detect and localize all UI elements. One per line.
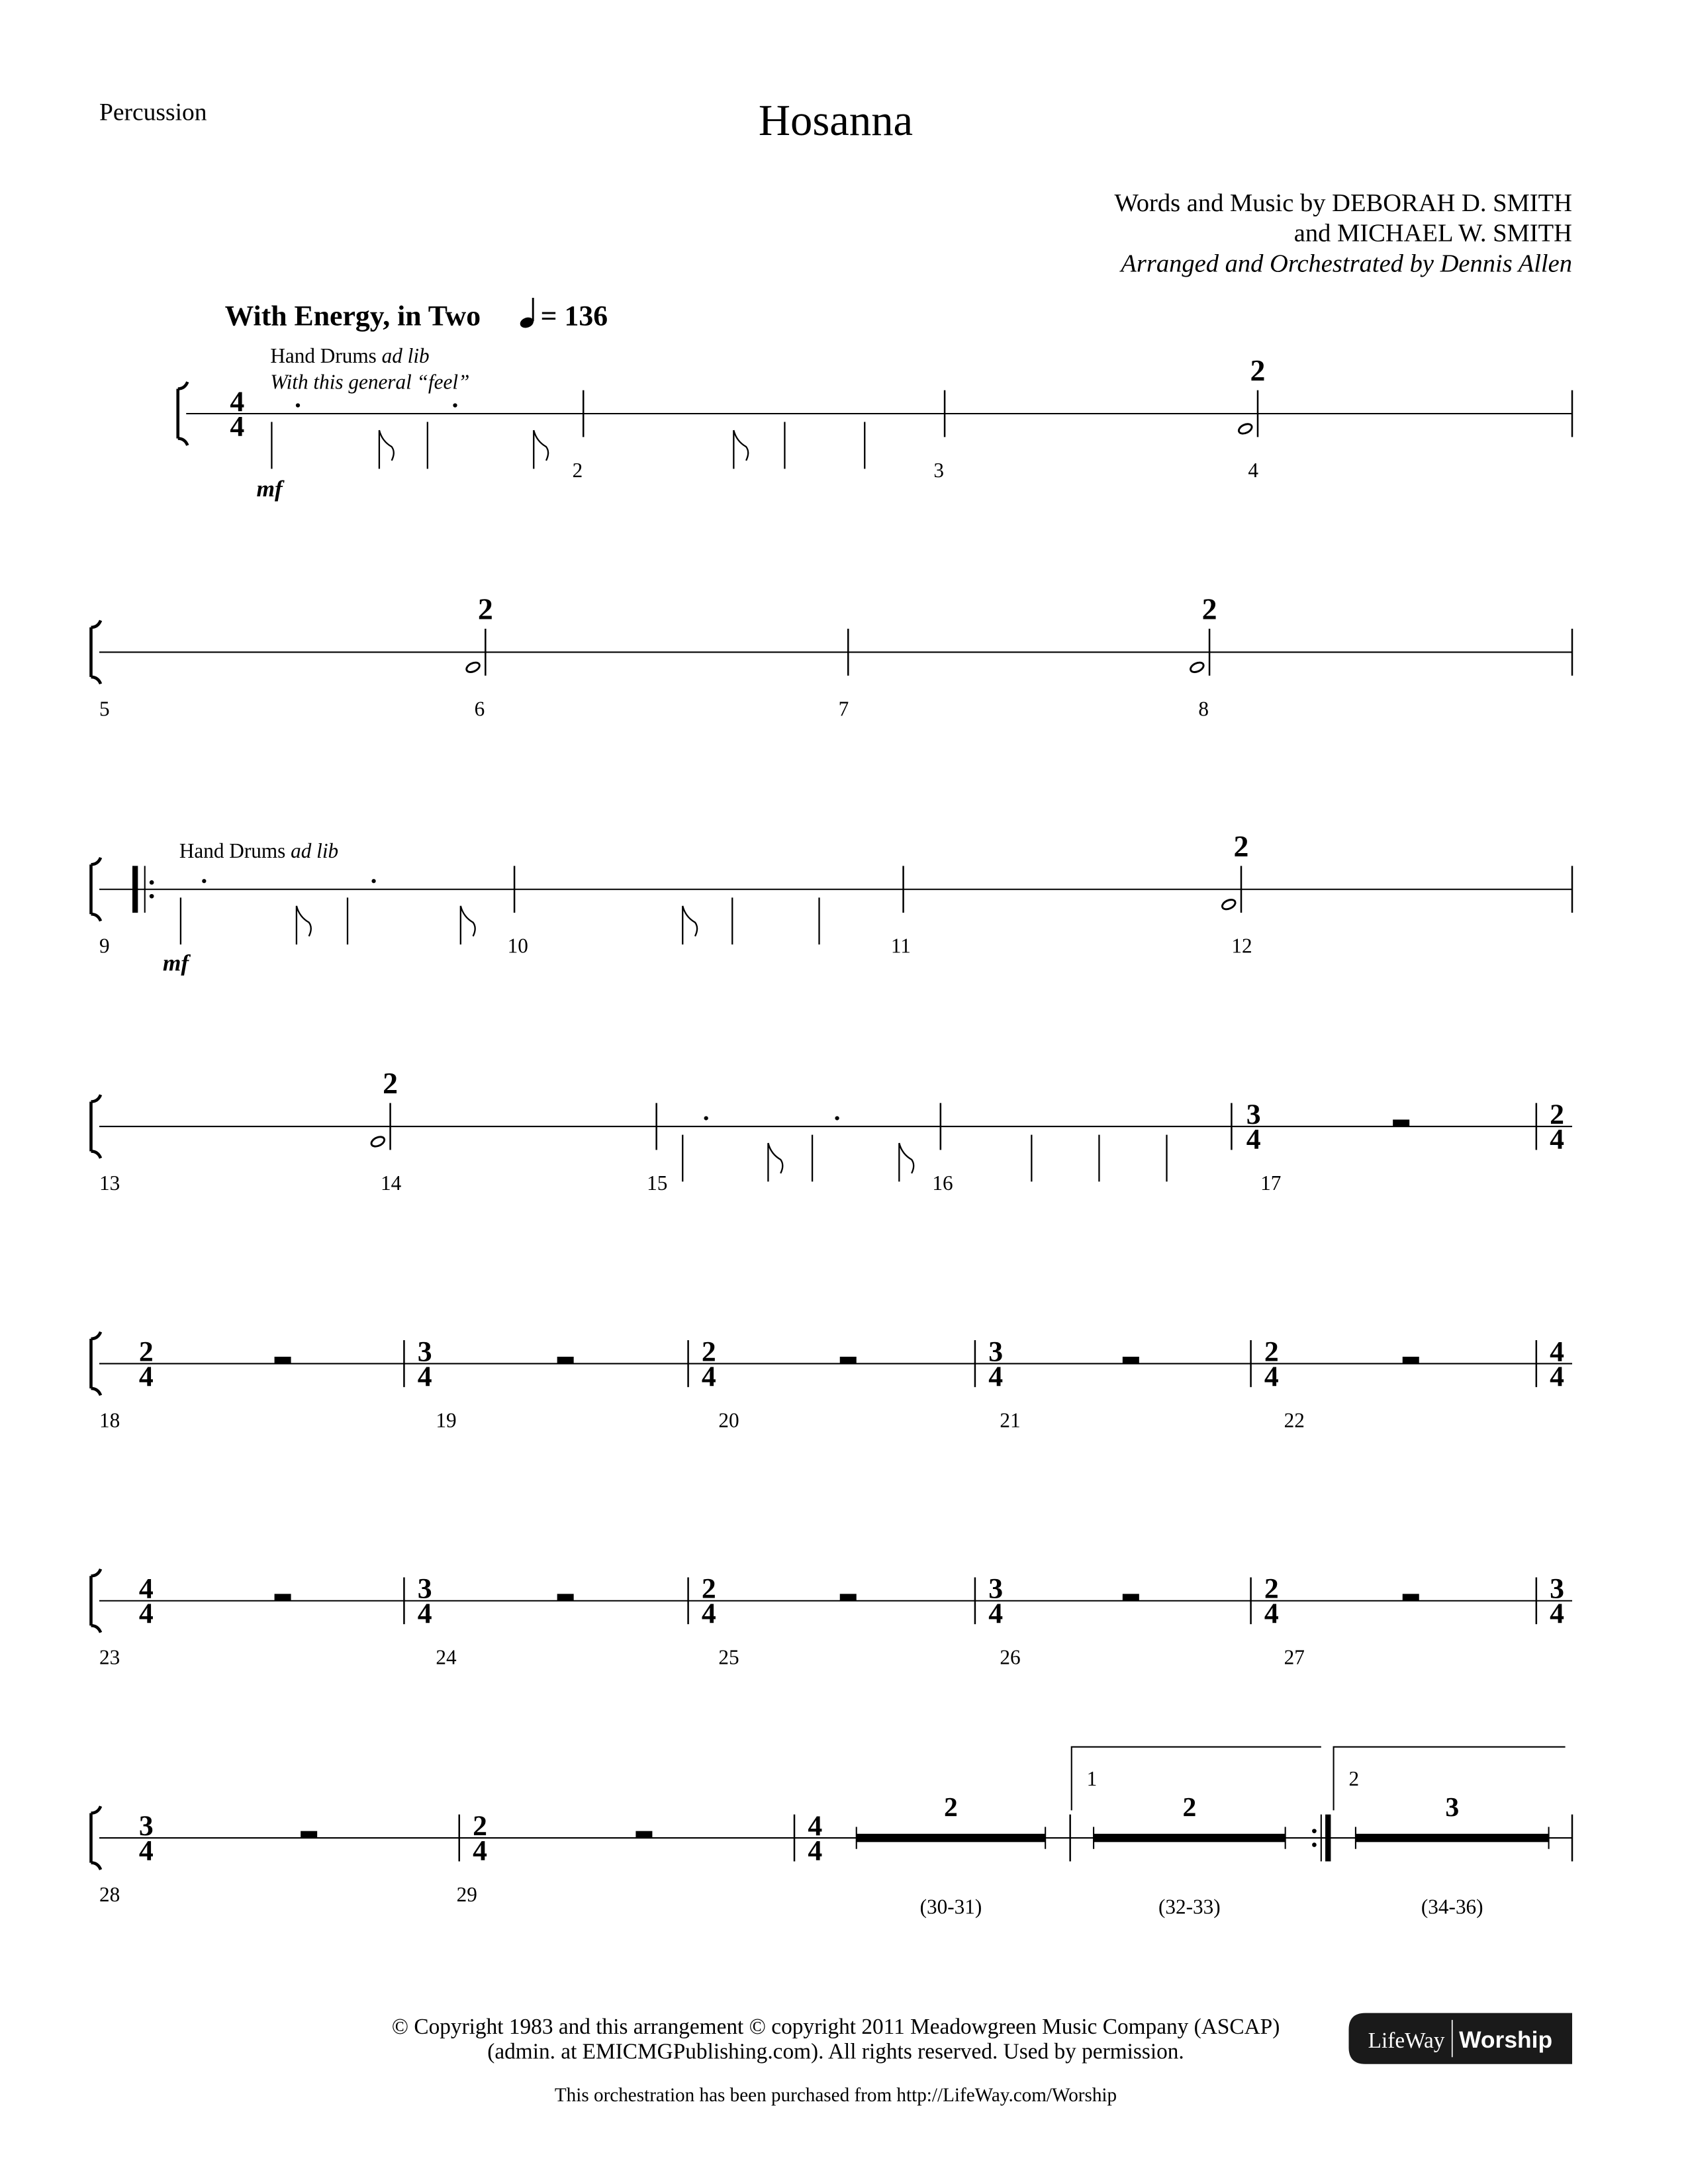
measure-number: 24 [436,1645,457,1669]
time-signature-bottom: 4 [808,1835,823,1867]
measure-number: 11 [890,934,911,958]
time-signature-bottom: 4 [1550,1123,1565,1156]
measure-range: (32-33) [1158,1895,1221,1919]
measure-number: 21 [1000,1408,1021,1432]
time-signature-top: 3 [1550,1572,1565,1605]
measure-repeat-count: 2 [1250,353,1266,388]
measure-number: 26 [1000,1645,1021,1669]
measure-repeat-count: 2 [477,592,493,626]
half-rest [1123,1357,1139,1363]
staff-bracket [91,621,101,684]
time-signature-top: 4 [230,385,245,418]
measure-number: 25 [718,1645,739,1669]
time-signature-bottom: 4 [417,1360,432,1392]
repeat-end-thick [1325,1815,1331,1862]
half-rest [840,1357,857,1363]
staff-bracket [91,858,101,921]
copyright-line-1: © Copyright 1983 and this arrangement © copyright 2011 Meadowgreen Music Company (ASCAP) [391,2014,1280,2039]
time-signature-top: 3 [138,1809,154,1842]
time-signature-bottom: 4 [701,1360,716,1392]
multi-rest-count: 2 [944,1792,958,1823]
time-signature-bottom: 4 [1264,1598,1279,1630]
half-rest [557,1357,574,1363]
tempo-text: With Energy, in Two [224,300,481,332]
volta-1-label: 1 [1086,1766,1098,1790]
measure-number: 17 [1260,1171,1282,1195]
staccato-dot [296,403,300,407]
measure-repeat-count: 2 [383,1066,399,1101]
measure-number: 28 [99,1882,120,1906]
measure-number: 27 [1284,1645,1305,1669]
measure-repeat-count: 2 [1201,592,1217,626]
time-signature-top: 2 [701,1572,716,1605]
measure-number: 10 [507,934,528,958]
eighth-note [899,1143,914,1181]
repeat-start-thick [132,866,138,913]
time-signature-top: 3 [417,1336,432,1368]
time-signature-bottom: 4 [138,1360,154,1392]
measure-repeat-count: 2 [1233,829,1249,863]
instrument-name: Percussion [99,99,207,126]
measure-number: 23 [99,1645,120,1669]
time-signature-top: 4 [138,1572,154,1605]
tempo-value: = 136 [540,300,608,332]
staccato-dot [371,879,375,883]
measure-number: 22 [1284,1408,1305,1432]
ad-lib-label: ad lib [381,343,430,367]
eighth-note [682,906,697,944]
half-rest [275,1357,291,1363]
time-signature-bottom: 4 [473,1835,487,1867]
staccato-dot [835,1116,839,1120]
time-signature-top: 2 [1264,1336,1279,1368]
half-rest [1393,1120,1409,1126]
half-rest [635,1831,652,1838]
whole-note [465,660,481,674]
repeat-dot [1312,1843,1317,1847]
logo-lifeway: LifeWay [1368,2028,1445,2053]
time-signature-bottom: 4 [1550,1598,1565,1630]
measure-number: 29 [456,1882,477,1906]
multi-measure-rest [857,1834,1045,1843]
measure-number: 3 [933,458,945,482]
eighth-note [461,906,475,944]
half-rest [1403,1594,1419,1600]
time-signature-top: 3 [1246,1098,1261,1130]
credit-arranger: Arranged and Orchestrated by Dennis Allen [1121,250,1572,278]
instruction-feel: With this general “feel” [270,370,470,394]
eighth-note [534,430,548,469]
measure-number: 7 [838,697,849,721]
eighth-note [733,430,748,469]
measure-number: 6 [474,697,485,721]
time-signature-bottom: 4 [1246,1123,1261,1156]
time-signature-top: 4 [808,1809,823,1842]
whole-note [1189,660,1205,674]
staff-bracket [91,1806,101,1870]
dynamic-mf: mf [162,949,189,976]
time-signature-bottom: 4 [417,1598,432,1630]
time-signature-top: 4 [1550,1336,1565,1368]
measure-number: 14 [381,1171,402,1195]
eighth-note [379,430,394,469]
time-signature-top: 2 [1264,1572,1279,1605]
measure-number: 18 [99,1408,120,1432]
instruction-hand-drums-2 [179,839,338,862]
measure-number: 15 [647,1171,668,1195]
eighth-note [768,1143,782,1181]
measure-number: 20 [718,1408,739,1432]
whole-note [1237,422,1253,435]
time-signature-top: 2 [1550,1098,1565,1130]
time-signature-top: 2 [701,1336,716,1368]
time-signature-bottom: 4 [230,410,245,443]
time-signature-bottom: 4 [138,1598,154,1630]
measure-number: 16 [932,1171,953,1195]
multi-rest-count: 3 [1445,1792,1460,1823]
time-signature-bottom: 4 [988,1360,1004,1392]
staccato-dot [202,879,206,883]
multi-rest-count: 2 [1182,1792,1197,1823]
credit-composers: Words and Music by DEBORAH D. SMITH [1114,189,1572,217]
staff-bracket [91,1569,101,1633]
quarter-note-icon [518,298,535,330]
logo-worship: Worship [1459,2026,1553,2053]
time-signature-bottom: 4 [138,1835,154,1867]
time-signature-top: 2 [138,1336,154,1368]
time-signature-bottom: 4 [1264,1360,1279,1392]
time-signature-top: 3 [988,1572,1004,1605]
whole-note [1221,898,1237,911]
measure-range: (34-36) [1421,1895,1483,1919]
lifeway-worship-logo [1349,2013,1573,2064]
half-rest [275,1594,291,1600]
time-signature-bottom: 4 [701,1598,716,1630]
tempo-marking [225,300,481,332]
measure-number: 19 [436,1408,457,1432]
volta-2-label: 2 [1348,1766,1360,1790]
half-rest [1403,1357,1419,1363]
measure-number: 8 [1198,697,1209,721]
time-signature-top: 2 [473,1809,487,1842]
time-signature-top: 3 [417,1572,432,1605]
credit-composers-2: and MICHAEL W. SMITH [1293,219,1572,248]
half-rest [557,1594,574,1600]
copyright-line-2: (admin. at EMICMGPublishing.com). All rights reserved. Used by permission. [487,2039,1184,2064]
measure-number: 9 [99,934,110,958]
song-title: Hosanna [758,97,914,146]
multi-measure-rest [1356,1834,1549,1843]
repeat-dot [150,880,154,885]
dynamic-mf: mf [256,475,283,502]
staccato-dot [704,1116,708,1120]
staff-bracket [91,1332,101,1396]
measure-number: 4 [1248,458,1259,482]
measure-number: 2 [572,458,583,482]
purchase-notice: This orchestration has been purchased from http://LifeWay.com/Worship [554,2085,1117,2107]
half-rest [1123,1594,1139,1600]
eighth-note [297,906,311,944]
multi-measure-rest [1094,1834,1286,1843]
measure-number: 12 [1231,934,1252,958]
measure-number: 5 [99,697,110,721]
repeat-dot [1312,1829,1317,1833]
measure-range: (30-31) [919,1895,982,1919]
ad-lib-label: ad lib [291,839,339,862]
whole-note [370,1135,386,1148]
instruction-label: Hand Drums [270,343,377,367]
staff-bracket [91,1095,101,1158]
instruction-hand-drums [270,344,429,367]
measure-number: 13 [99,1171,120,1195]
instruction-label: Hand Drums [179,839,286,862]
time-signature-top: 3 [988,1336,1004,1368]
half-rest [301,1831,317,1838]
repeat-dot [150,894,154,899]
half-rest [840,1594,857,1600]
time-signature-bottom: 4 [1550,1360,1565,1392]
time-signature-bottom: 4 [988,1598,1004,1630]
staccato-dot [453,403,457,407]
staff-bracket [178,382,188,445]
